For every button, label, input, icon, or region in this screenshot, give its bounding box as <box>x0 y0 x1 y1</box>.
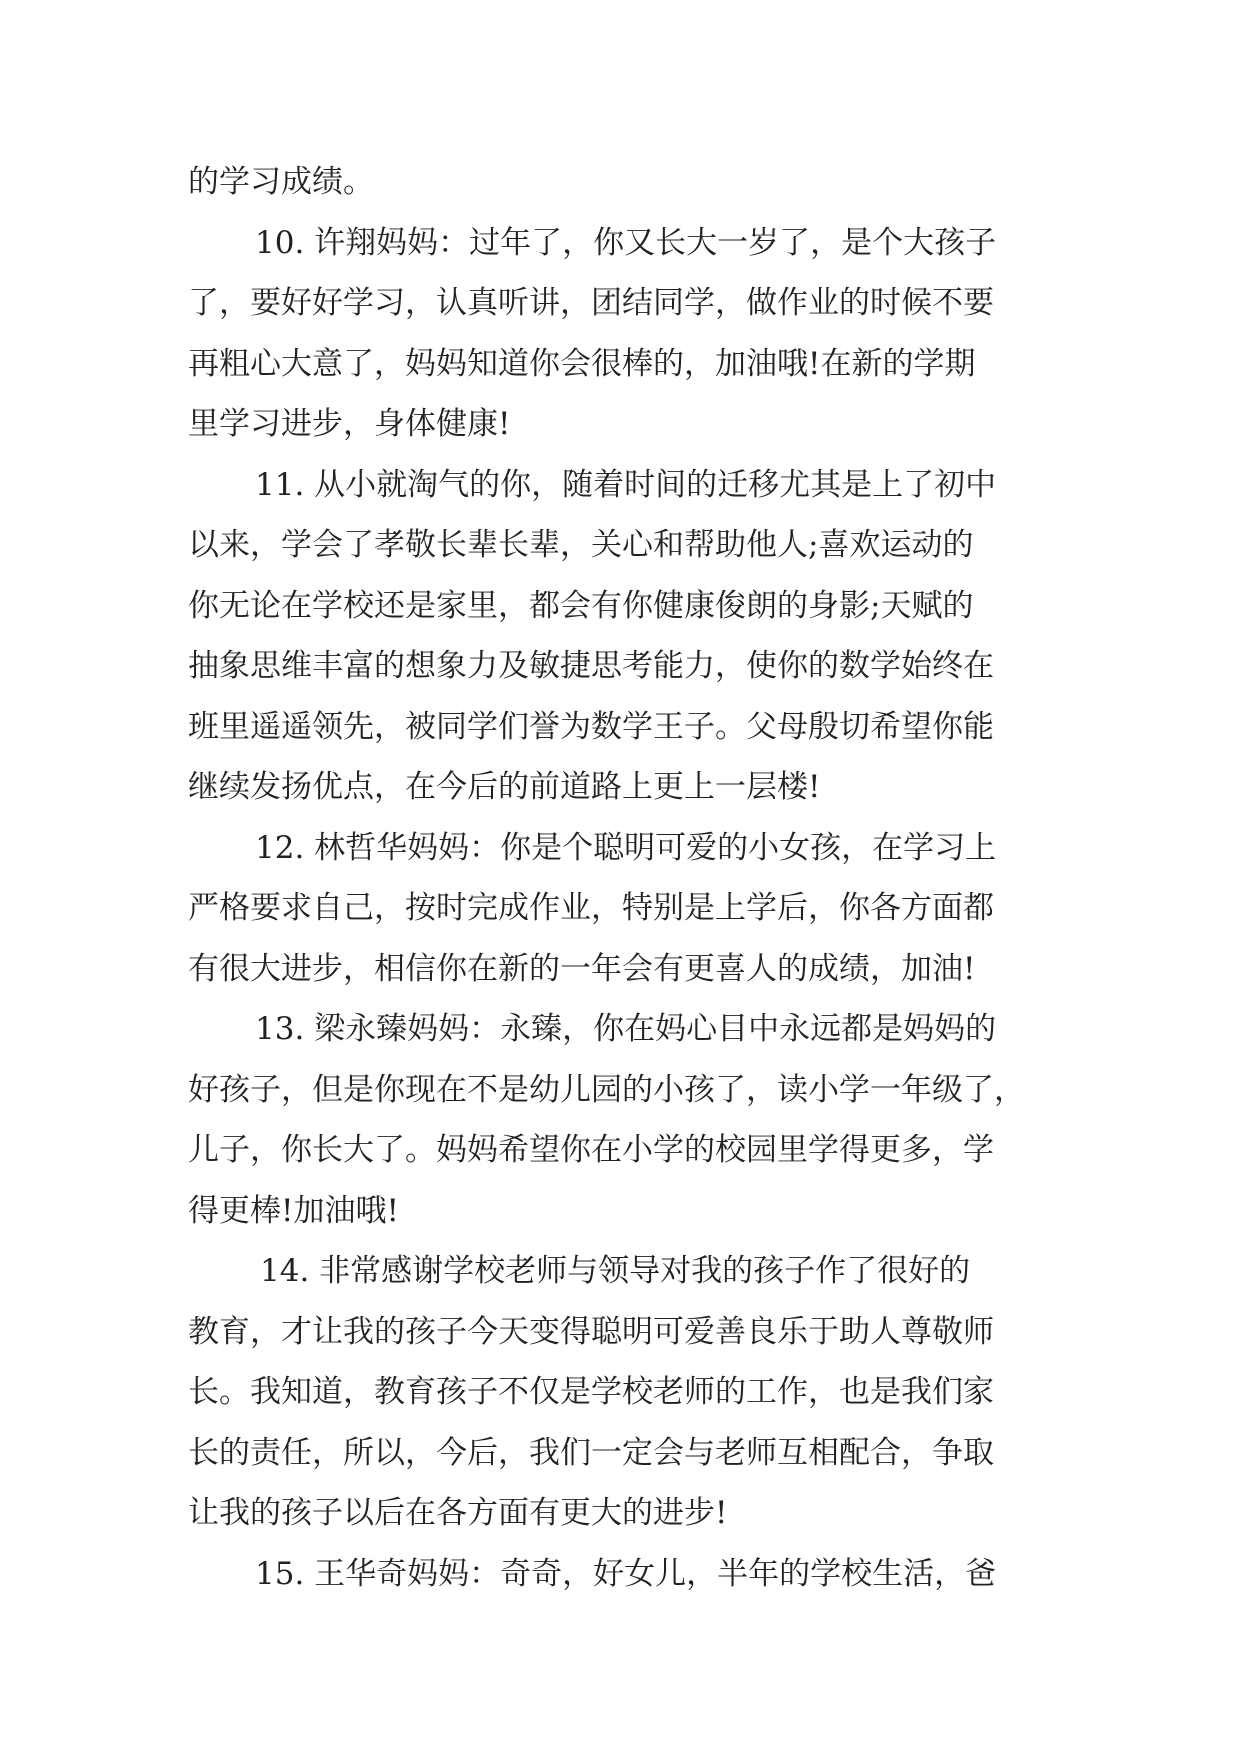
text-line: 14. 非常感谢学校老师与领导对我的孩子作了很好的 <box>260 1253 971 1289</box>
text-line: 长。我知道，教育孩子不仅是学校老师的工作，也是我们家 <box>188 1374 994 1410</box>
text-line: 儿子，你长大了。妈妈希望你在小学的校园里学得更多，学 <box>188 1132 994 1168</box>
text-line: 班里遥遥领先，被同学们誉为数学王子。父母殷切希望你能 <box>188 708 994 745</box>
text-line: 继续发扬优点，在今后的前道路上更上一层楼! <box>188 769 821 805</box>
text-line: 有很大进步，相信你在新的一年会有更喜人的成绩，加油! <box>188 950 976 987</box>
paragraph-item-15 <box>188 1544 1054 1605</box>
text-line: 教育，才让我的孩子今天变得聪明可爱善良乐于助人尊敬师 <box>188 1313 994 1350</box>
text-line: 你无论在学校还是家里，都会有你健康俊朗的身影;天赋的 <box>188 587 974 624</box>
text-line: 让我的孩子以后在各方面有更大的进步! <box>188 1495 728 1531</box>
text-line: 里学习进步，身体健康! <box>188 406 511 442</box>
text-line: 好孩子，但是你现在不是幼儿园的小孩了，读小学一年级了， <box>188 1071 1025 1108</box>
text-line: 11. 从小就淘气的你，随着时间的迁移尤其是上了初中 <box>255 466 997 503</box>
text-line: 的学习成绩。 <box>188 164 374 200</box>
text-line: 15. 王华奇妈妈：奇奇，好女儿，半年的学校生活，爸 <box>255 1555 997 1592</box>
text-line: 严格要求自己，按时完成作业，特别是上学后，你各方面都 <box>188 890 994 926</box>
text-line: 得更棒!加油哦! <box>188 1192 399 1229</box>
paragraph-item-10 <box>188 213 1054 455</box>
text-line: 长的责任，所以，今后，我们一定会与老师互相配合，争取 <box>188 1434 994 1471</box>
text-line: 抽象思维丰富的想象力及敏捷思考能力，使你的数学始终在 <box>188 648 994 684</box>
document-body <box>188 152 1054 1604</box>
text-line: 10. 许翔妈妈：过年了，你又长大一岁了，是个大孩子 <box>255 224 997 261</box>
text-line: 再粗心大意了，妈妈知道你会很棒的，加油哦!在新的学期 <box>188 345 976 382</box>
paragraph-continuation <box>188 152 1054 213</box>
text-line: 13. 梁永臻妈妈：永臻，你在妈心目中永远都是妈妈的 <box>255 1011 997 1047</box>
paragraph-item-12 <box>188 818 1054 1000</box>
paragraph-item-13 <box>188 999 1054 1241</box>
text-line: 以来，学会了孝敬长辈长辈，关心和帮助他人;喜欢运动的 <box>188 527 974 563</box>
paragraph-item-14 <box>188 1241 1054 1544</box>
text-line: 了，要好好学习，认真听讲，团结同学，做作业的时候不要 <box>188 285 994 321</box>
paragraph-item-11 <box>188 455 1054 818</box>
text-line: 12. 林哲华妈妈：你是个聪明可爱的小女孩，在学习上 <box>255 829 997 866</box>
